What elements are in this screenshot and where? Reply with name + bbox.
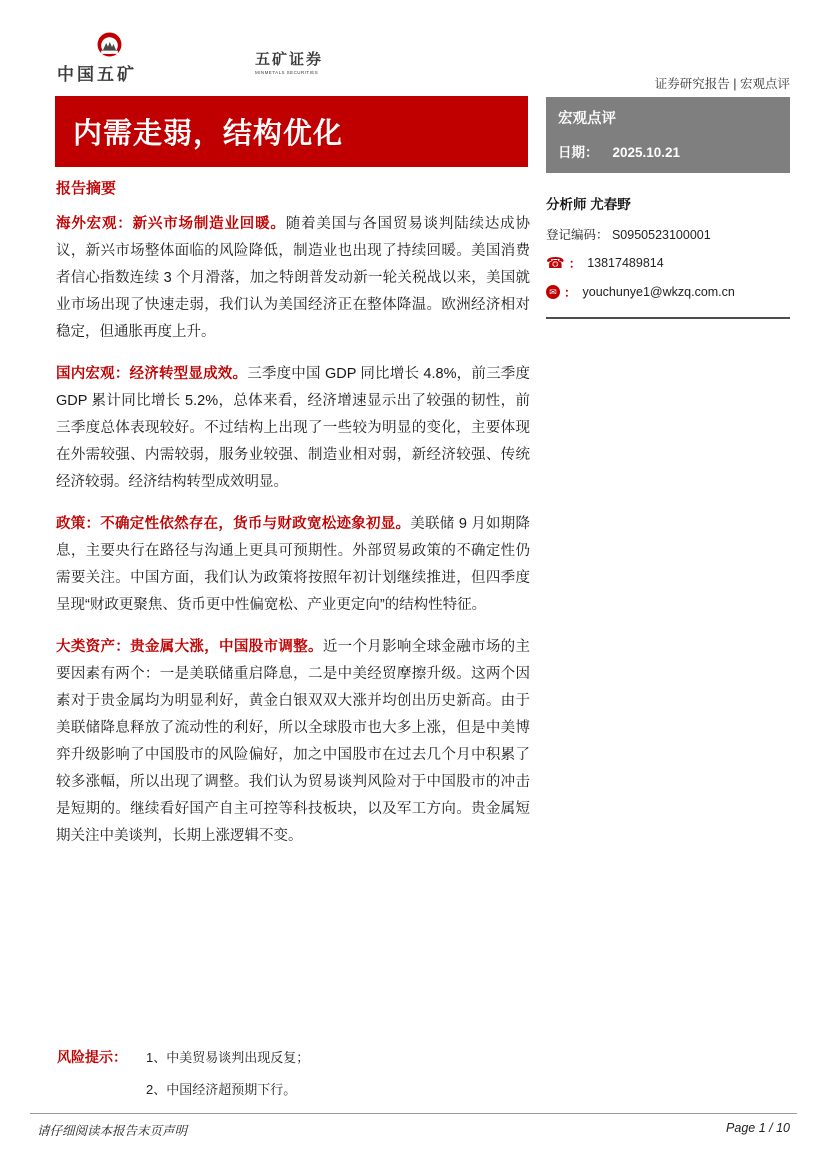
paragraph-lead: 国内宏观：经济转型显成效。	[56, 366, 248, 382]
report-date-row	[558, 141, 778, 161]
minmetals-emblem-icon	[97, 32, 122, 57]
analyst-registration-code: 登记编码： S0950523100001	[546, 228, 711, 242]
paragraph-body: 近一个月影响全球金融市场的主要因素有两个：一是美联储重启降息，二是中美经贸摩擦升级。这两个因素对于贵金属均为明显利好，黄金白银双双大涨并均创出历史新高。由于美联储降息释放了流动性的利好，所以全球股市也大多上涨，但是中美博弈升级影响了中国股市的风险偏好，加之中国股市在过去几个月中积累了较多涨幅，所以出现了调整。我们认为贸易谈判风险对于中国股市的冲击是短期的。继续看好国产自主可控等科技板块，以及军工方向。贵金属短期关注中美谈判，长期上涨逻辑不变。	[56, 639, 531, 844]
footer	[37, 1121, 790, 1139]
date-label: 日期：	[558, 145, 599, 160]
report-title: 内需走弱，结构优化	[73, 118, 344, 150]
paragraph-lead: 海外宏观：新兴市场制造业回暖。	[56, 216, 286, 232]
title-banner	[55, 96, 528, 167]
report-type-label: 证券研究报告 | 宏观点评	[654, 77, 790, 91]
email-icon: ✉	[546, 285, 560, 299]
paragraph-lead: 大类资产：贵金属大涨，中国股市调整。	[56, 639, 323, 655]
risk-label: 风险提示：	[57, 1049, 127, 1065]
risk-item: 1、中美贸易谈判出现反复；	[146, 1050, 310, 1065]
email-value: youchunye1@wkzq.com.cn	[582, 285, 735, 299]
email-row	[546, 283, 790, 301]
paragraph-body: 随着美国与各国贸易谈判陆续达成协议，新兴市场整体面临的风险降低，制造业也出现了持续回暖。美国消费者信心指数连续 3 个月滑落，加之特朗普发动新一轮关税战以来，美国就业市场出现了快速走弱，我们认为美国经济正在整体降温。欧洲经济相对稳定，但通胀再度上升。	[56, 216, 530, 340]
sidebar	[546, 97, 790, 319]
report-category: 宏观点评	[558, 111, 616, 127]
summary-paragraph	[56, 361, 530, 496]
paragraph-body: 美联储 9 月如期降息，主要央行在路径与沟通上更具可预期性。外部贸易政策的不确定性仍需要关注。中国方面，我们认为政策将按照年初计划继续推进，但四季度呈现“财政更聚焦、货币更中性偏宽松、产业更定向”的结构性特征。	[56, 516, 530, 613]
report-meta-box	[546, 97, 790, 173]
footer-disclaimer: 请仔细阅读本报告末页声明	[37, 1124, 188, 1138]
brand-block	[255, 48, 375, 76]
risk-section	[57, 1047, 531, 1111]
report-summary	[56, 177, 530, 865]
risk-item: 2、中国经济超预期下行。	[146, 1082, 297, 1097]
date-value: 2025.10.21	[612, 145, 681, 160]
footer-divider	[30, 1113, 797, 1114]
phone-icon: ☎	[546, 254, 565, 272]
phone-colon: ：	[568, 257, 582, 271]
summary-heading: 报告摘要	[56, 180, 117, 197]
summary-paragraph	[56, 634, 530, 850]
summary-paragraph	[56, 211, 530, 346]
brand-name: 五矿证券	[255, 51, 324, 68]
analyst-name: 分析师 尤春野	[546, 197, 631, 212]
email-colon: ：	[564, 286, 577, 300]
risk-items	[146, 1047, 309, 1111]
sidebar-divider	[546, 317, 790, 319]
logo-company-name: 中国五矿	[57, 65, 137, 84]
summary-paragraph	[56, 511, 530, 619]
brand-name-english: MINMETALS SECURITIES	[255, 70, 319, 76]
phone-value: 13817489814	[587, 256, 664, 270]
page-number: Page 1 / 10	[726, 1121, 790, 1135]
paragraph-body: 三季度中国 GDP 同比增长 4.8%，前三季度 GDP 累计同比增长 5.2%，总体来看，经济增速显示出了较强的韧性，前三季度总体表现较好。不过结构上出现了一些较为明显的变化，主要体现在外需较强、内需较弱，服务业较强、制造业相对弱，新经济较强、传统经济较弱。经济结构转型成效明显。	[56, 366, 530, 490]
phone-row	[546, 254, 790, 272]
paragraph-lead: 政策：不确定性依然存在，货币与财政宽松迹象初显。	[56, 516, 411, 532]
